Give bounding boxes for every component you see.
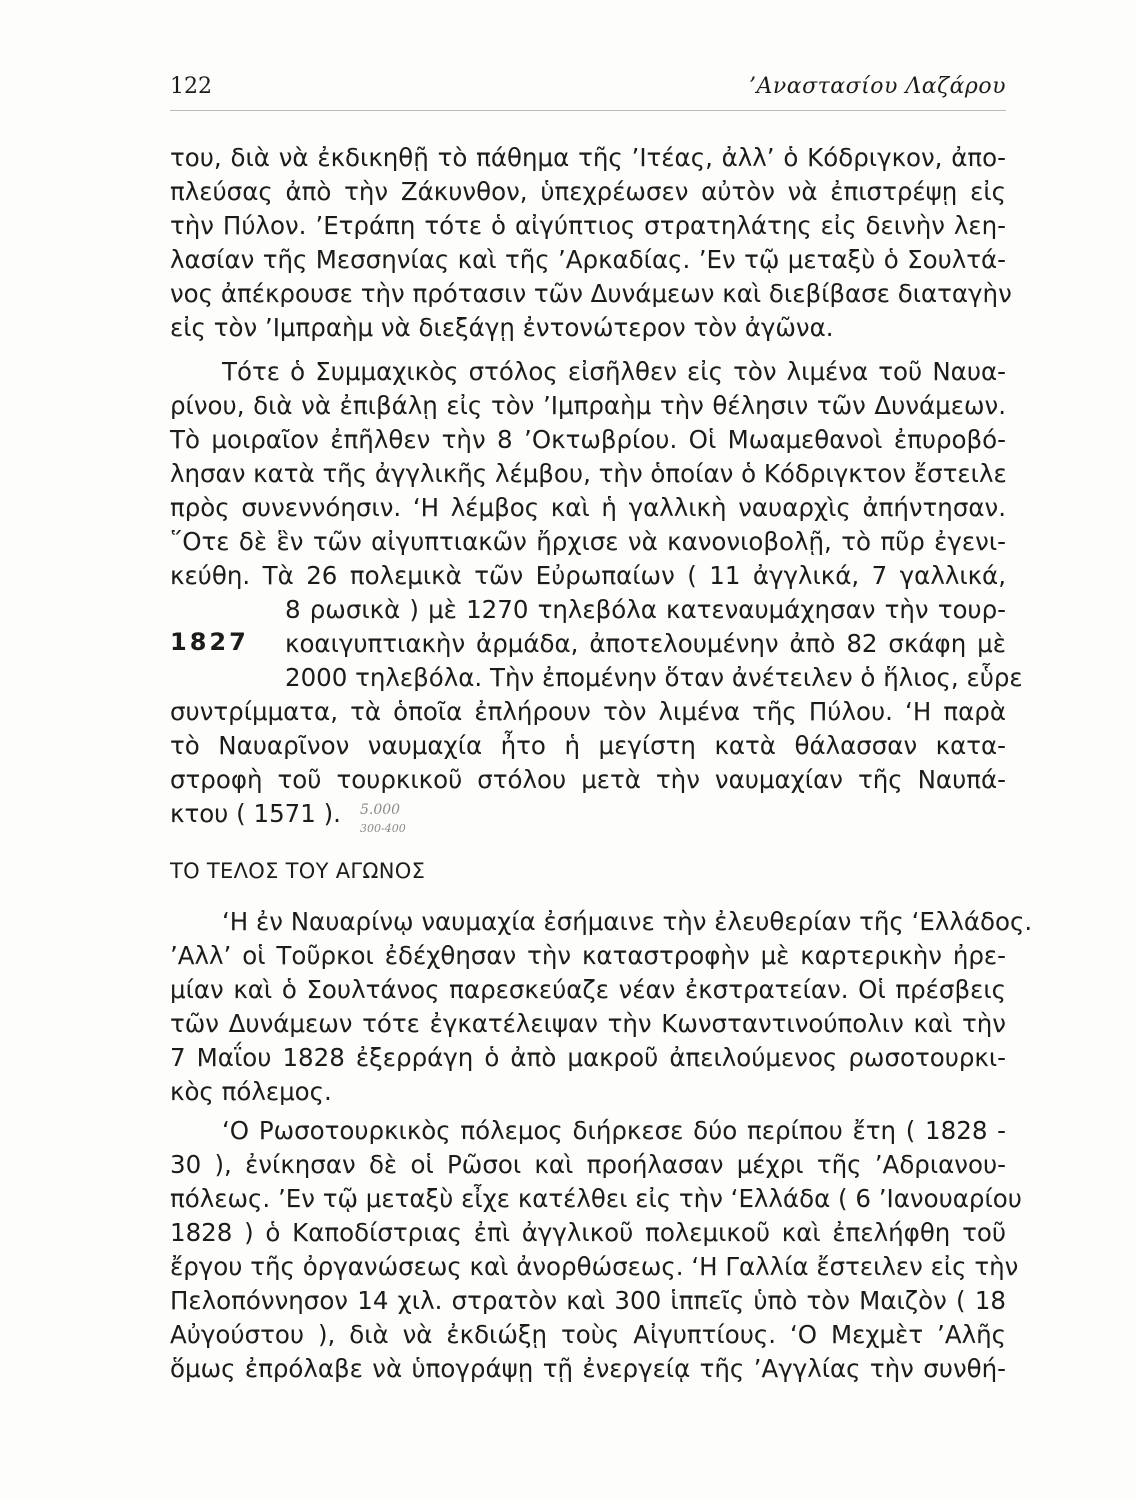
text-line: 1828 ) ὁ Καποδίστριας ἐπὶ ἀγγλικοῦ πολεμικοῦ καὶ ἐπελήφθη τοῦ bbox=[170, 1218, 1006, 1247]
text-line: ‘Ο Ρωσοτουρκικὸς πόλεμος διήρκεσε δύο περίπου ἔτη ( 1828 - bbox=[222, 1116, 1006, 1145]
text-line: κοαιγυπτιακὴν ἀρμάδα, ἀποτελουμένην ἀπὸ 82 σκάφη μὲ bbox=[285, 629, 1006, 658]
page-number: 122 bbox=[170, 74, 212, 99]
margin-date: 1827 bbox=[170, 628, 249, 656]
section-heading: ΤΟ ΤΕΛΟΣ ΤΟΥ ΑΓΩΝΟΣ bbox=[170, 859, 426, 883]
text-line: ’Αλλ’ οἱ Τοῦρκοι ἐδέχθησαν τὴν καταστροφὴν μὲ καρτερικὴν ἠρε- bbox=[170, 941, 1006, 970]
text-line: του, διὰ νὰ ἐκδικηθῇ τὸ πάθημα τῆς ’Ιτέας, ἀλλ’ ὁ Κόδριγκον, ἀπο- bbox=[170, 143, 1006, 172]
text-line: τῶν Δυνάμεων τότε ἐγκατέλειψαν τὴν Κωνσταντινούπολιν καὶ τὴν bbox=[170, 1009, 1006, 1038]
running-head: ’Αναστασίου Λαζάρου bbox=[749, 74, 1006, 99]
text-line: ‘Η ἐν Ναυαρίνῳ ναυμαχία ἐσήμαινε τὴν ἐλευθερίαν τῆς ‘Ελλάδος. bbox=[222, 907, 1033, 936]
text-line: 2000 τηλεβόλα. Τὴν ἐπομένην ὅταν ἀνέτειλεν ὁ ἥλιος, εὗρε bbox=[285, 663, 1023, 692]
text-line: κτου ( 1571 ). bbox=[170, 799, 341, 828]
text-line: στροφὴ τοῦ τουρκικοῦ στόλου μετὰ τὴν ναυμαχίαν τῆς Ναυπά- bbox=[170, 765, 1006, 794]
text-line: 30 ), ἐνίκησαν δὲ οἱ Ρῶσοι καὶ προήλασαν μέχρι τῆς ’Αδριανου- bbox=[170, 1150, 1006, 1179]
text-line: κὸς πόλεμος. bbox=[170, 1077, 332, 1106]
text-line: λασίαν τῆς Μεσσηνίας καὶ τῆς ’Αρκαδίας. ’Εν τῷ μεταξὺ ὁ Σουλτά- bbox=[170, 245, 1006, 274]
text-line: 8 ρωσικὰ ) μὲ 1270 τηλεβόλα κατεναυμάχησαν τὴν τουρ- bbox=[285, 595, 1006, 624]
text-line: πρὸς συνεννόησιν. ‘Η λέμβος καὶ ἡ γαλλικὴ ναυαρχὶς ἀπήντησαν. bbox=[170, 493, 1006, 522]
handwritten-annotation: 5.000 bbox=[360, 802, 401, 818]
header-rule bbox=[170, 110, 1006, 111]
text-line: Αὐγούστου ), διὰ νὰ ἐκδιώξῃ τοὺς Αἰγυπτίους. ‘Ο Μεχμὲτ ’Αλῆς bbox=[170, 1320, 1006, 1349]
text-line: λησαν κατὰ τῆς ἀγγλικῆς λέμβου, τὴν ὁποίαν ὁ Κόδριγκτον ἔστειλε bbox=[170, 459, 1007, 488]
text-line: τὴν Πύλον. ’Ετράπη τότε ὁ αἰγύπτιος στρατηλάτης εἰς δεινὴν λεη- bbox=[170, 211, 1006, 240]
text-line: Πελοπόννησον 14 χιλ. στρατὸν καὶ 300 ἱππεῖς ὑπὸ τὸν Μαιζὸν ( 18 bbox=[170, 1286, 1006, 1315]
text-line: πλεύσας ἀπὸ τὴν Ζάκυνθον, ὑπεχρέωσεν αὐτὸν νὰ ἐπιστρέψῃ εἰς bbox=[170, 177, 1006, 206]
text-line: μίαν καὶ ὁ Σουλτάνος παρεσκεύαζε νέαν ἐκστρατείαν. Οἱ πρέσβεις bbox=[170, 975, 1006, 1004]
text-line: ρίνου, διὰ νὰ ἐπιβάλῃ εἰς τὸν ’Ιμπραὴμ τὴν θέλησιν τῶν Δυνάμεων. bbox=[170, 391, 1006, 420]
text-line: νος ἀπέκρουσε τὴν πρότασιν τῶν Δυνάμεων καὶ διεβίβασε διαταγὴν bbox=[170, 279, 1012, 308]
text-line: τὸ Ναυαρῖνον ναυμαχία ἦτο ἡ μεγίστη κατὰ θάλασσαν κατα- bbox=[170, 731, 1006, 760]
text-line: 7 Μαΐου 1828 ἐξερράγη ὁ ἀπὸ μακροῦ ἀπειλούμενος ρωσοτουρκι- bbox=[170, 1043, 1006, 1072]
text-line: ἔργου τῆς ὀργανώσεως καὶ ἀνορθώσεως. ‘Η Γαλλία ἔστειλεν εἰς τὴν bbox=[170, 1252, 1019, 1281]
text-line: πόλεως. ’Εν τῷ μεταξὺ εἶχε κατέλθει εἰς τὴν ‘Ελλάδα ( 6 ’Ιανουαρίου bbox=[170, 1184, 1022, 1213]
text-line: συντρίμματα, τὰ ὁποῖα ἐπλήρουν τὸν λιμένα τῆς Πύλου. ‘Η παρὰ bbox=[170, 697, 1006, 726]
text-line: ῞Οτε δὲ ἓν τῶν αἰγυπτιακῶν ἤρχισε νὰ κανονιοβολῇ, τὸ πῦρ ἐγενι- bbox=[170, 527, 1006, 556]
text-line: εἰς τὸν ’Ιμπραὴμ νὰ διεξάγῃ ἐντονώτερον τὸν ἀγῶνα. bbox=[170, 313, 834, 342]
text-line: ὅμως ἐπρόλαβε νὰ ὑπογράψῃ τῇ ἐνεργείᾳ τῆς ’Αγγλίας τὴν συνθή- bbox=[170, 1354, 1006, 1383]
handwritten-annotation: 300-400 bbox=[360, 822, 406, 835]
text-line: κεύθη. Τὰ 26 πολεμικὰ τῶν Εὐρωπαίων ( 11 ἀγγλικά, 7 γαλλικά, bbox=[170, 561, 1006, 590]
text-line: Τότε ὁ Συμμαχικὸς στόλος εἰσῆλθεν εἰς τὸν λιμένα τοῦ Ναυα- bbox=[222, 357, 1006, 386]
text-line: Τὸ μοιραῖον ἐπῆλθεν τὴν 8 ’Οκτωβρίου. Οἱ Μωαμεθανοὶ ἐπυροβό- bbox=[170, 425, 1006, 454]
